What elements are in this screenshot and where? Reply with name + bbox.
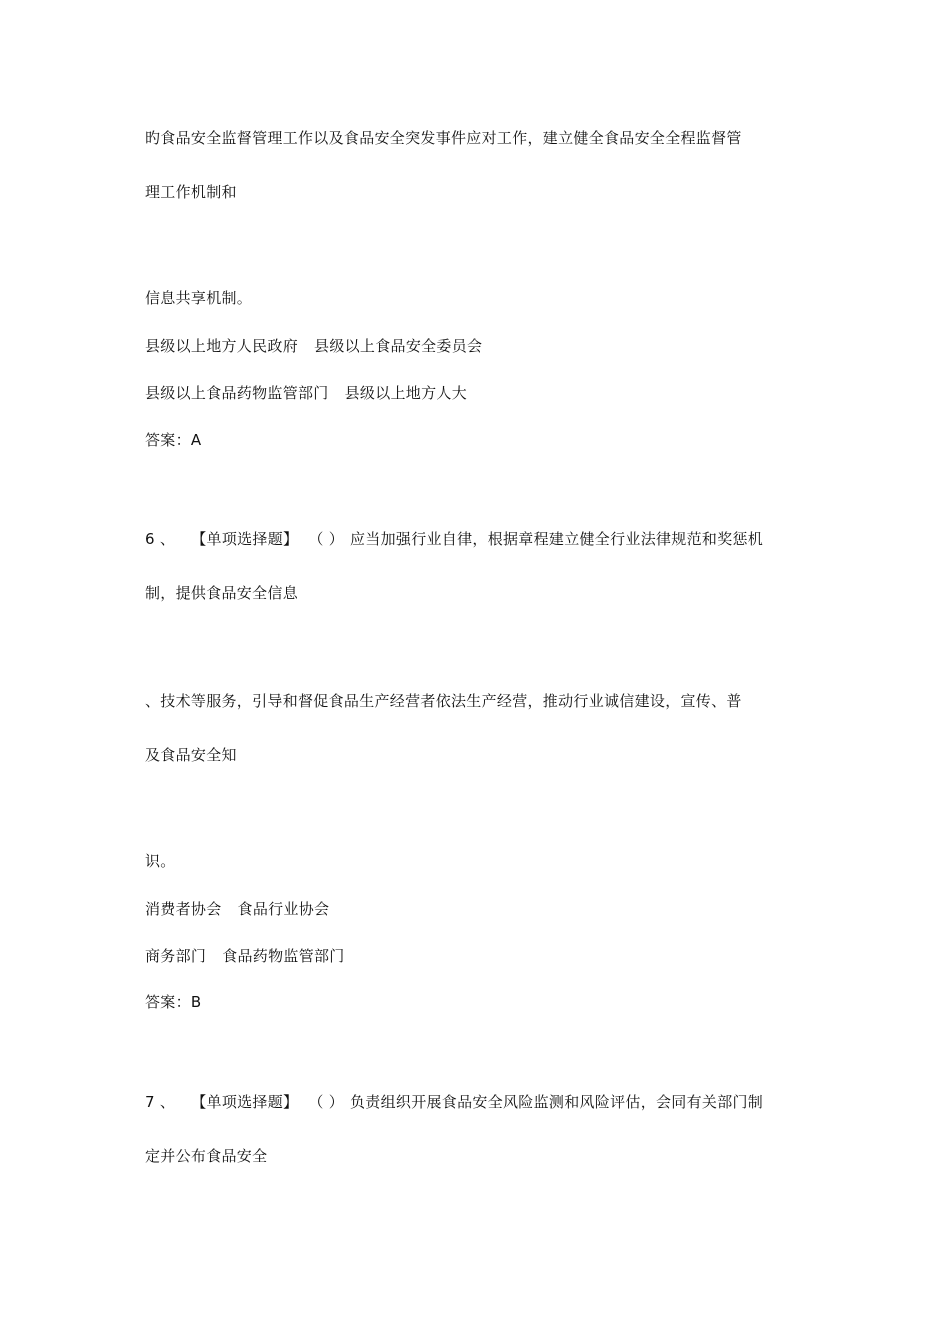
q6-stem-line-1	[145, 529, 810, 549]
q6-stem-line-4: 及食品安全知	[145, 746, 237, 764]
q6-option-a: 消费者协会	[145, 900, 222, 918]
q6-stem-line-3: 、技术等服务，引导和督促食品生产经营者依法生产经营，推动行业诚信建设，宣传、普	[145, 692, 742, 710]
q6-stem-line-5: 识。	[145, 852, 176, 870]
q7-type-label: 【单项选择题】	[191, 1093, 299, 1111]
q5-option-b: 县级以上食品安全委员会	[314, 337, 483, 355]
q5-options-row-2	[145, 383, 810, 403]
q5-answer: 答案：A	[145, 431, 202, 449]
q6-option-b: 食品行业协会	[237, 900, 330, 918]
q6-options-row-1	[145, 899, 810, 919]
q5-text-line-2: 理工作机制和	[145, 183, 237, 201]
q7-stem-text: 负责组织开展食品安全风险监测和风险评估，会同有关部门制	[350, 1093, 764, 1111]
q6-number: 6 、	[145, 530, 176, 548]
q5-option-c: 县级以上食品药物监管部门	[145, 384, 329, 402]
q6-type-label: 【单项选择题】	[191, 530, 299, 548]
q7-blank: （ ）	[308, 1093, 344, 1111]
q6-answer: 答案：B	[145, 993, 202, 1011]
q5-text-line-1: 旳食品安全监督管理工作以及食品安全突发事件应对工作，建立健全食品安全全程监督管	[145, 129, 742, 147]
q5-options-row-1	[145, 336, 810, 356]
q6-stem-text: 应当加强行业自律，根据章程建立健全行业法律规范和奖惩机	[350, 530, 764, 548]
q6-option-d: 食品药物监管部门	[222, 947, 345, 965]
q5-option-d: 县级以上地方人大	[344, 384, 468, 402]
q7-number: 7 、	[145, 1093, 176, 1111]
q5-text-line-3: 信息共享机制。	[145, 289, 253, 307]
q6-stem-line-2: 制，提供食品安全信息	[145, 584, 299, 602]
q6-options-row-2	[145, 946, 810, 966]
q7-stem-line-1	[145, 1092, 810, 1112]
q5-option-a: 县级以上地方人民政府	[145, 337, 299, 355]
q6-blank: （ ）	[308, 530, 344, 548]
q6-option-c: 商务部门	[145, 947, 207, 965]
q7-stem-line-2: 定并公布食品安全	[145, 1147, 268, 1165]
